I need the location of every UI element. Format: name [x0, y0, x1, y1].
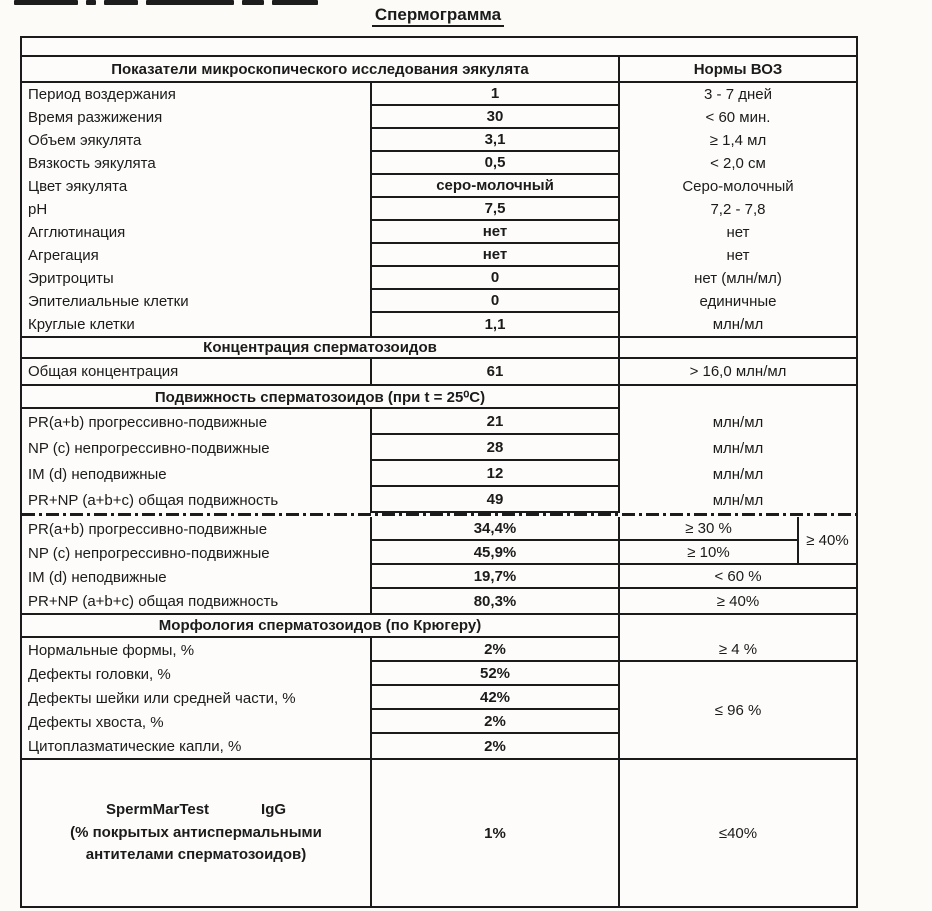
- param-label: Цвет эякулята: [22, 175, 372, 198]
- norm-cell: < 60 мин.: [705, 109, 771, 126]
- norm-cell: > 16,0 млн/мл: [689, 363, 787, 380]
- param-label: Период воздержания: [22, 83, 372, 106]
- table-row: [22, 267, 856, 290]
- value-cell: нет: [372, 244, 620, 267]
- table-header-left: Показатели микроскопического исследования эякулята: [22, 57, 620, 81]
- norm-cell: млн/мл: [712, 465, 764, 483]
- value-cell: 3,1: [372, 129, 620, 152]
- param-label: Время разжижения: [22, 106, 372, 129]
- norm-cell: ≥ 1,4 мл: [709, 132, 767, 149]
- param-label: PR(a+b) прогрессивно-подвижные: [22, 517, 372, 541]
- norm-cell: млн/мл: [712, 413, 764, 431]
- param-label: Эпителиальные клетки: [22, 290, 372, 313]
- table-row: [22, 290, 856, 313]
- param-label: Вязкость эякулята: [22, 152, 372, 175]
- param-label: NP (c) непрогрессивно-подвижные: [22, 541, 372, 565]
- value-cell: 21: [372, 409, 620, 435]
- param-label: Цитоплазматические капли, %: [22, 734, 372, 758]
- param-label: Дефекты головки, %: [22, 662, 372, 686]
- value-cell: 2%: [372, 638, 620, 662]
- value-cell: 61: [372, 359, 620, 384]
- section-header-row: [22, 384, 856, 409]
- bracket-norm-cell: ≥ 40%: [797, 517, 856, 565]
- table-row: [22, 221, 856, 244]
- empty-cell: [22, 38, 856, 55]
- value-cell: 2%: [372, 710, 620, 734]
- marstest-title-line: [106, 799, 286, 822]
- value-cell: 45,9%: [372, 541, 620, 565]
- marstest-label: [22, 760, 372, 906]
- param-label: Агглютинация: [22, 221, 372, 244]
- marstest-desc-line1: (% покрытых антиспермальными: [70, 823, 322, 841]
- table-header-norms: Нормы ВОЗ: [693, 60, 783, 78]
- value-cell: 42%: [372, 686, 620, 710]
- param-label: Дефекты шейки или средней части, %: [22, 686, 372, 710]
- value-cell: 12: [372, 461, 620, 487]
- table-row: [22, 359, 856, 384]
- page-title-text: Спермограмма: [372, 5, 504, 27]
- spermogram-table: [20, 36, 858, 908]
- value-cell: 1: [372, 83, 620, 106]
- norm-cell: ≥ 40%: [716, 592, 760, 610]
- marstest-antibody: IgG: [261, 801, 287, 819]
- page-title: [0, 5, 876, 25]
- norm-cell: 7,2 - 7,8: [710, 201, 766, 218]
- norm-cell: нет (млн/мл): [694, 270, 782, 287]
- norm-cell: нет: [726, 224, 750, 241]
- value-cell: нет: [372, 221, 620, 244]
- table-row: [22, 83, 856, 106]
- value-cell: 80,3%: [372, 589, 620, 613]
- table-header-row: [22, 57, 856, 83]
- norm-cell: нет: [726, 247, 750, 264]
- value-cell: 34,4%: [372, 517, 620, 541]
- value-cell: 1%: [372, 760, 620, 906]
- marstest-desc-line2: антителами сперматозоидов): [85, 846, 307, 864]
- param-label: IM (d) неподвижные: [22, 461, 372, 487]
- empty-cell: [620, 338, 856, 357]
- section-header-concentration: Концентрация сперматозоидов: [22, 338, 620, 357]
- value-cell: 2%: [372, 734, 620, 758]
- param-label: PR+NP (a+b+c) общая подвижность: [22, 589, 372, 613]
- value-cell: 52%: [372, 662, 620, 686]
- value-cell: 0: [372, 267, 620, 290]
- param-label: IM (d) неподвижные: [22, 565, 372, 589]
- table-row-empty: [22, 38, 856, 57]
- table-row: [22, 129, 856, 152]
- section-header-row: [22, 613, 856, 638]
- param-label: Общая концентрация: [22, 359, 372, 384]
- norm-cell: млн/мл: [712, 439, 764, 457]
- motility-percent-grid: [22, 517, 856, 613]
- param-label: Круглые клетки: [22, 313, 372, 336]
- norm-cell: 3 - 7 дней: [704, 86, 772, 103]
- norm-cell: ≥ 30 %: [620, 517, 797, 541]
- param-label: NP (c) непрогрессивно-подвижные: [22, 435, 372, 461]
- section-header-row: [22, 336, 856, 359]
- value-cell: 19,7%: [372, 565, 620, 589]
- norm-cell: < 2,0 см: [710, 155, 766, 172]
- value-cell: серо-молочный: [372, 175, 620, 198]
- table-row: [22, 313, 856, 336]
- norm-cell: ≥ 10%: [620, 541, 797, 565]
- section-header-motility: Подвижность сперматозоидов (при t = 25⁰C): [22, 386, 620, 409]
- marstest-row: [22, 758, 856, 906]
- param-label: Дефекты хвоста, %: [22, 710, 372, 734]
- norm-cell: единичные: [699, 293, 777, 310]
- empty-cell: [620, 615, 856, 638]
- value-cell: 1,1: [372, 313, 620, 336]
- table-row: [22, 487, 856, 513]
- morphology-grid: [22, 638, 856, 758]
- norm-cell: Серо-молочный: [682, 178, 794, 195]
- value-cell: 49: [372, 487, 620, 513]
- param-label: PR(a+b) прогрессивно-подвижные: [22, 409, 372, 435]
- marstest-name: SpermMarTest: [105, 801, 210, 819]
- table-row: [22, 461, 856, 487]
- norm-cell: млн/мл: [712, 316, 764, 333]
- value-cell: 7,5: [372, 198, 620, 221]
- param-label: PR+NP (a+b+c) общая подвижность: [22, 487, 372, 513]
- param-label: Эритроциты: [22, 267, 372, 290]
- merged-norm-cell: ≤ 96 %: [714, 701, 762, 719]
- norm-cell: млн/мл: [712, 491, 764, 509]
- table-row: [22, 409, 856, 435]
- section-header-morphology: Морфология сперматозоидов (по Крюгеру): [22, 615, 620, 638]
- empty-cell: [620, 386, 856, 409]
- table-row: [22, 106, 856, 129]
- table-row: [22, 198, 856, 221]
- value-cell: 0,5: [372, 152, 620, 175]
- value-cell: 28: [372, 435, 620, 461]
- table-row: [22, 152, 856, 175]
- value-cell: 30: [372, 106, 620, 129]
- table-row: [22, 175, 856, 198]
- value-cell: 0: [372, 290, 620, 313]
- norm-cell: ≤40%: [718, 824, 758, 842]
- param-label: Агрегация: [22, 244, 372, 267]
- param-label: Нормальные формы, %: [22, 638, 372, 662]
- norm-cell: < 60 %: [620, 565, 856, 589]
- table-row: [22, 435, 856, 461]
- param-label: pH: [22, 198, 372, 221]
- table-row: [22, 244, 856, 267]
- param-label: Объем эякулята: [22, 129, 372, 152]
- norm-cell: ≥ 4 %: [620, 638, 856, 662]
